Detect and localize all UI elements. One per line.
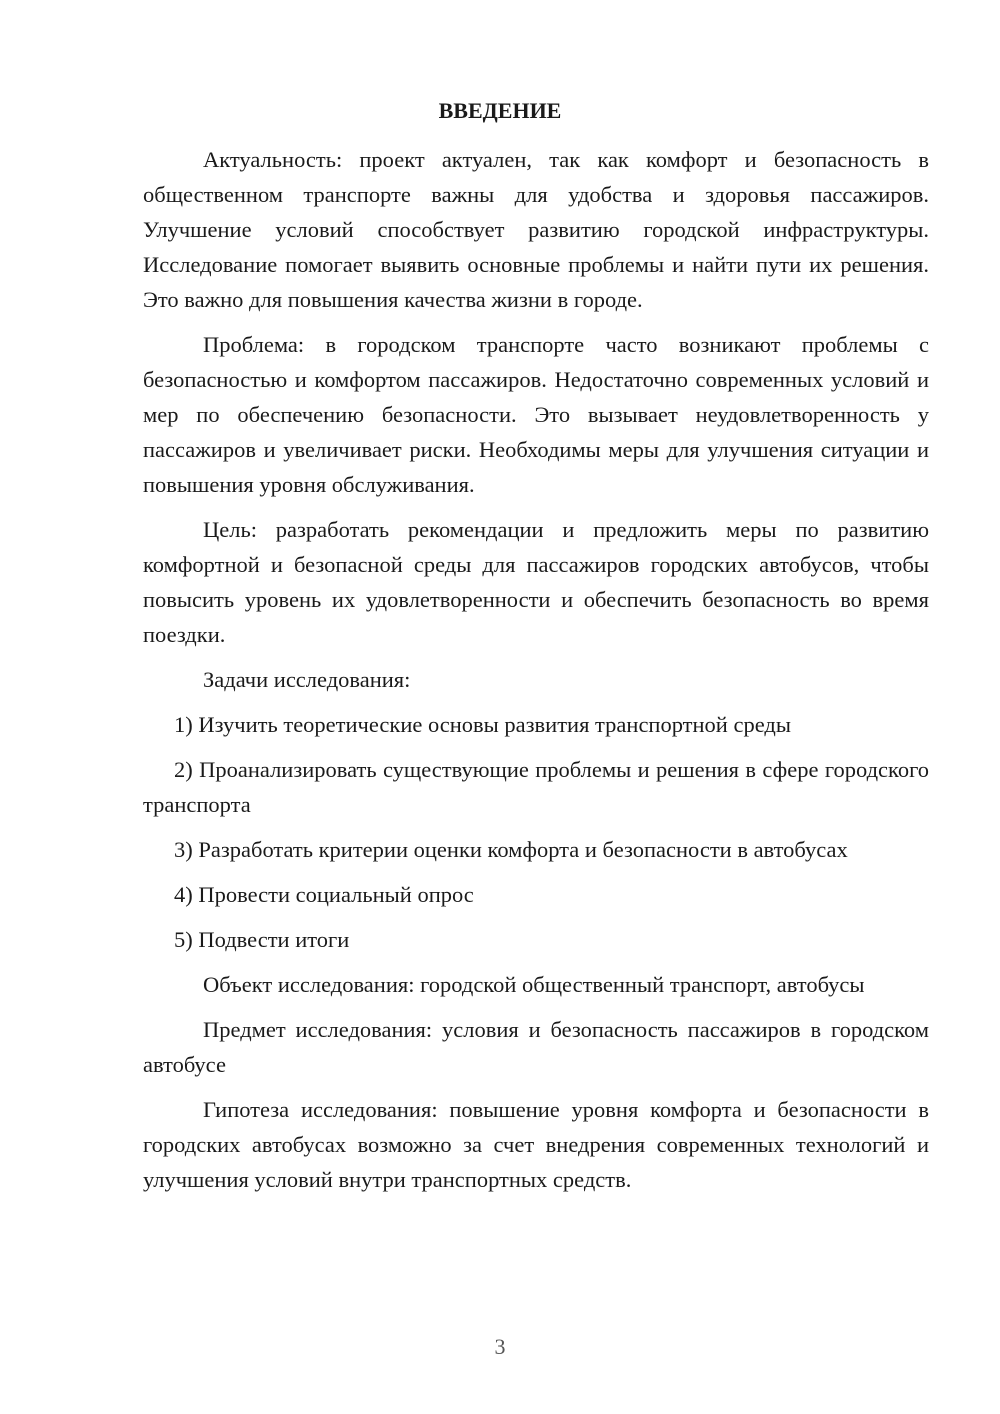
paragraph-problem: Проблема: в городском транспорте часто возникают проблемы с безопасностью и комфортом пассажиров. Недостаточно современных условий и мер по обеспечению безопасности. Это вызывает неудовлетворенность у пассажиров и увеличивает риски. Необходимы меры для улучшения ситуации и повышения уровня обслуживания. bbox=[143, 332, 929, 497]
paragraph-subject: Предмет исследования: условия и безопасность пассажиров в городском автобусе bbox=[143, 1017, 929, 1077]
task-item-5: 5) Подвести итоги bbox=[174, 927, 350, 952]
task-item-1: 1) Изучить теоретические основы развития транспортной среды bbox=[174, 712, 791, 737]
paragraph-relevance: Актуальность: проект актуален, так как комфорт и безопасность в общественном транспорте важны для удобства и здоровья пассажиров. Улучшение условий способствует развитию городской инфраструктуры. Исследование помогает выявить основные проблемы и найти пути их решения. Это важно для повышения качества жизни в городе. bbox=[143, 147, 929, 312]
task-item-3: 3) Разработать критерии оценки комфорта и безопасности в автобусах bbox=[174, 837, 848, 862]
paragraph-goal: Цель: разработать рекомендации и предложить меры по развитию комфортной и безопасной среды для пассажиров городских автобусов, чтобы повысить уровень их удовлетворенности и обеспечить безопасность во время поездки. bbox=[143, 517, 929, 647]
section-title: ВВЕДЕНИЕ bbox=[438, 98, 562, 123]
document-body bbox=[143, 142, 929, 1207]
task-item-4: 4) Провести социальный опрос bbox=[174, 882, 474, 907]
paragraph-object: Объект исследования: городской общественный транспорт, автобусы bbox=[203, 972, 865, 997]
task-item-2: 2) Проанализировать существующие проблемы и решения в сфере городского транспорта bbox=[143, 757, 929, 817]
paragraph-tasks-heading: Задачи исследования: bbox=[203, 667, 411, 692]
page-number: 3 bbox=[494, 1334, 506, 1359]
paragraph-hypothesis: Гипотеза исследования: повышение уровня комфорта и безопасности в городских автобусах возможно за счет внедрения современных технологий и улучшения условий внутри транспортных средств. bbox=[143, 1097, 929, 1192]
